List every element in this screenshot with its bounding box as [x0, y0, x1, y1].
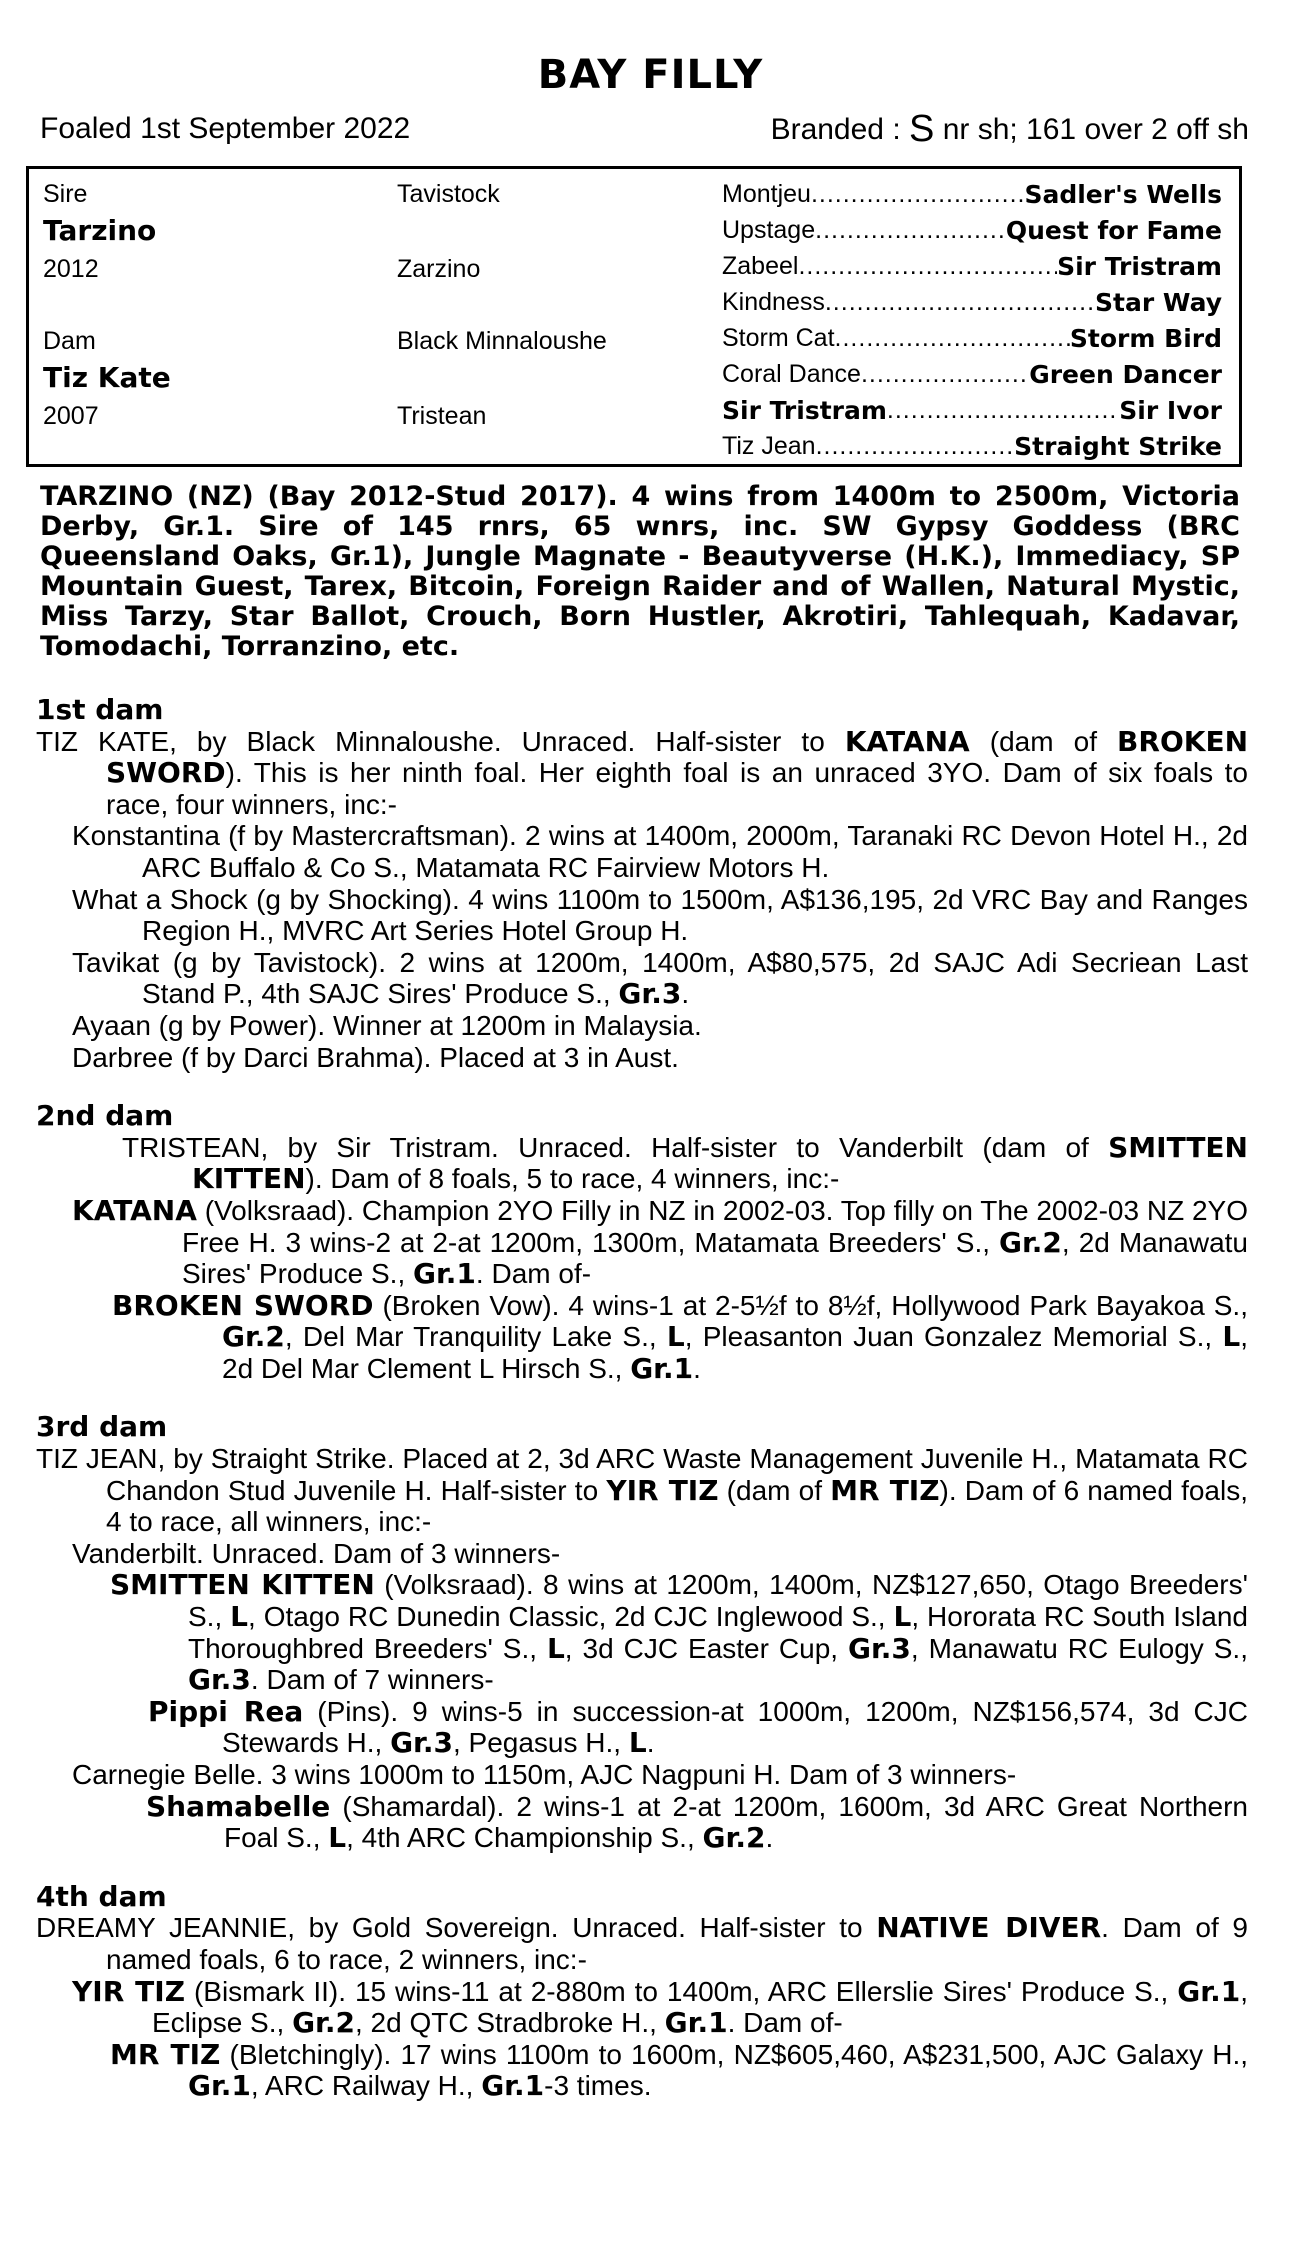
- sire-label: Sire: [43, 180, 88, 208]
- sire-year: 2012: [43, 255, 99, 283]
- family-details: [36, 694, 1248, 2102]
- progeny-entry: Vanderbilt. Unraced. Dam of 3 winners-: [72, 1537, 561, 1569]
- foaled-date: Foaled 1st September 2022: [40, 112, 411, 145]
- dam-dam: Tristean: [397, 402, 487, 430]
- dam-year: 2007: [43, 402, 99, 430]
- dam-name: Tiz Kate: [43, 361, 171, 394]
- gen3-row: Sir Tristram ..... Sir Ivor: [722, 396, 1222, 425]
- progeny-entry: BROKEN SWORD (Broken Vow). 4 wins-1 at 2-5½f to 8½f, Hollywood Park Bayakoa S., Gr.2, Del Mar Tranquility Lake S., L, Pleasanton Juan Gonzalez Memorial S., L, 2d Del Mar Clement L Hirsch S., Gr.1.: [112, 1288, 1248, 1385]
- gen3-row: Montjeu ..... Sadler's Wells: [722, 180, 1222, 209]
- progeny-entry: Pippi Rea (Pins). 9 wins-5 in succession-at 1000m, 1200m, NZ$156,574, 3d CJC Stewards H., Gr.3, Pegasus H., L.: [148, 1694, 1248, 1760]
- gen3-row: Kindness ..... Star Way: [722, 288, 1222, 317]
- lot-title: BAY FILLY: [537, 52, 764, 98]
- first-dam-intro: TIZ KATE, by Black Minnaloushe. Unraced. Half-sister to KATANA (dam of BROKEN SWORD). This is her ninth foal. Her eighth foal is an unraced 3YO. Dam of six foals to race, four winners, inc:-: [36, 724, 1249, 820]
- gen3-row: Tiz Jean ..... Straight Strike: [722, 432, 1222, 461]
- gen3-row: Coral Dance ..... Green Dancer: [722, 360, 1222, 389]
- progeny-entry: What a Shock (g by Shocking). 4 wins 1100m to 1500m, A$136,195, 2d VRC Bay and Ranges Region H., MVRC Art Series Hotel Group H.: [72, 883, 1248, 947]
- pedigree-table: [26, 166, 1242, 467]
- gen3-row: Zabeel ..... Sir Tristram: [722, 252, 1222, 281]
- sire-name: Tarzino: [43, 214, 157, 247]
- progeny-entry: Konstantina (f by Mastercraftsman). 2 wins at 1400m, 2000m, Taranaki RC Devon Hotel H., 2d ARC Buffalo & Co S., Matamata RC Fairview Motors H.: [72, 820, 1248, 883]
- progeny-entry: Ayaan (g by Power). Winner at 1200m in Malaysia.: [72, 1009, 702, 1041]
- gen3-row: Storm Cat ..... Storm Bird: [722, 324, 1222, 353]
- second-dam-intro: TRISTEAN, by Sir Tristram. Unraced. Half-sister to Vanderbilt (dam of SMITTEN KITTEN). Dam of 8 foals, 5 to race, 4 winners, inc:-: [122, 1130, 1248, 1196]
- progeny-entry: KATANA (Volksraad). Champion 2YO Filly in NZ in 2002-03. Top filly on The 2002-03 NZ 2YO Free H. 3 wins-2 at 2-at 1200m, 1300m, Matamata Breeders' S., Gr.2, 2d Manawatu Sires' Produce S., Gr.1. Dam of-: [72, 1193, 1249, 1291]
- fourth-dam-heading: 4th dam: [36, 1879, 167, 1913]
- dam-label: Dam: [43, 327, 96, 355]
- third-dam-heading: 3rd dam: [36, 1410, 168, 1444]
- sire-record: TARZINO (NZ) (Bay 2012-Stud 2017). 4 wins from 1400m to 2500m, Victoria Derby, Gr.1. Sire of 145 rnrs, 65 wnrs, inc. SW Gypsy Goddess (BRC Queensland Oaks, Gr.1), Jungle Magnate - Beautyverse (H.K.), Immediacy, SP Mountain Guest, Tarex, Bitcoin, Foreign Raider and of Wallen, Natural Mystic, Miss Tarzy, Star Ballot, Crouch, Born Hustler, Akrotiri, Tahlequah, Kadavar, Tomodachi, Torranzino, etc.: [40, 481, 1240, 662]
- progeny-entry: YIR TIZ (Bismark II). 15 wins-11 at 2-880m to 1400m, ARC Ellerslie Sires' Produce S., Gr.1, Eclipse S., Gr.2, 2d QTC Stradbroke H., Gr.1. Dam of-: [72, 1974, 1248, 2040]
- third-dam-intro: TIZ JEAN, by Straight Strike. Placed at 2, 3d ARC Waste Management Juvenile H., Matamata RC Chandon Stud Juvenile H. Half-sister to YIR TIZ (dam of MR TIZ). Dam of 6 named foals, 4 to race, all winners, inc:-: [36, 1443, 1248, 1538]
- dam-sire: Black Minnaloushe: [397, 327, 607, 355]
- branded-label: Branded :: [770, 113, 909, 146]
- branded-info: [771, 108, 1249, 151]
- progeny-entry: Shamabelle (Shamardal). 2 wins-1 at 2-at 1200m, 1600m, 3d ARC Great Northern Foal S., L, 4th ARC Championship S., Gr.2.: [146, 1789, 1248, 1855]
- first-dam-heading: 1st dam: [36, 693, 164, 726]
- progeny-entry: Tavikat (g by Tavistock). 2 wins at 1200m, 1400m, A$80,575, 2d SAJC Adi Secriean Last Stand P., 4th SAJC Sires' Produce S., Gr.3.: [72, 946, 1248, 1011]
- branded-rest: nr sh; 161 over 2 off sh: [934, 113, 1249, 146]
- sire-dam: Zarzino: [397, 255, 481, 283]
- progeny-entry: Carnegie Belle. 3 wins 1000m to 1150m, AJC Nagpuni H. Dam of 3 winners-: [72, 1759, 1017, 1790]
- progeny-entry: SMITTEN KITTEN (Volksraad). 8 wins at 1200m, 1400m, NZ$127,650, Otago Breeders' S., L, Otago RC Dunedin Classic, 2d CJC Inglewood S., L, Hororata RC South Island Thoroughbred Breeders' S., L, 3d CJC Easter Cup, Gr.3, Manawatu RC Eulogy S., Gr.3. Dam of 7 winners-: [110, 1568, 1248, 1697]
- gen3-row: Upstage ..... Quest for Fame: [722, 216, 1222, 245]
- fourth-dam-intro: DREAMY JEANNIE, by Gold Sovereign. Unraced. Half-sister to NATIVE DIVER. Dam of 9 named foals, 6 to race, 2 winners, inc:-: [36, 1911, 1248, 1975]
- brand-mark: S: [909, 108, 935, 150]
- progeny-entry: MR TIZ (Bletchingly). 17 wins 1100m to 1600m, NZ$605,460, A$231,500, AJC Galaxy H., Gr.1, ARC Railway H., Gr.1-3 times.: [110, 2037, 1249, 2103]
- sire-sire: Tavistock: [397, 180, 500, 208]
- progeny-entry: Darbree (f by Darci Brahma). Placed at 3 in Aust.: [72, 1041, 679, 1073]
- second-dam-heading: 2nd dam: [36, 1099, 174, 1133]
